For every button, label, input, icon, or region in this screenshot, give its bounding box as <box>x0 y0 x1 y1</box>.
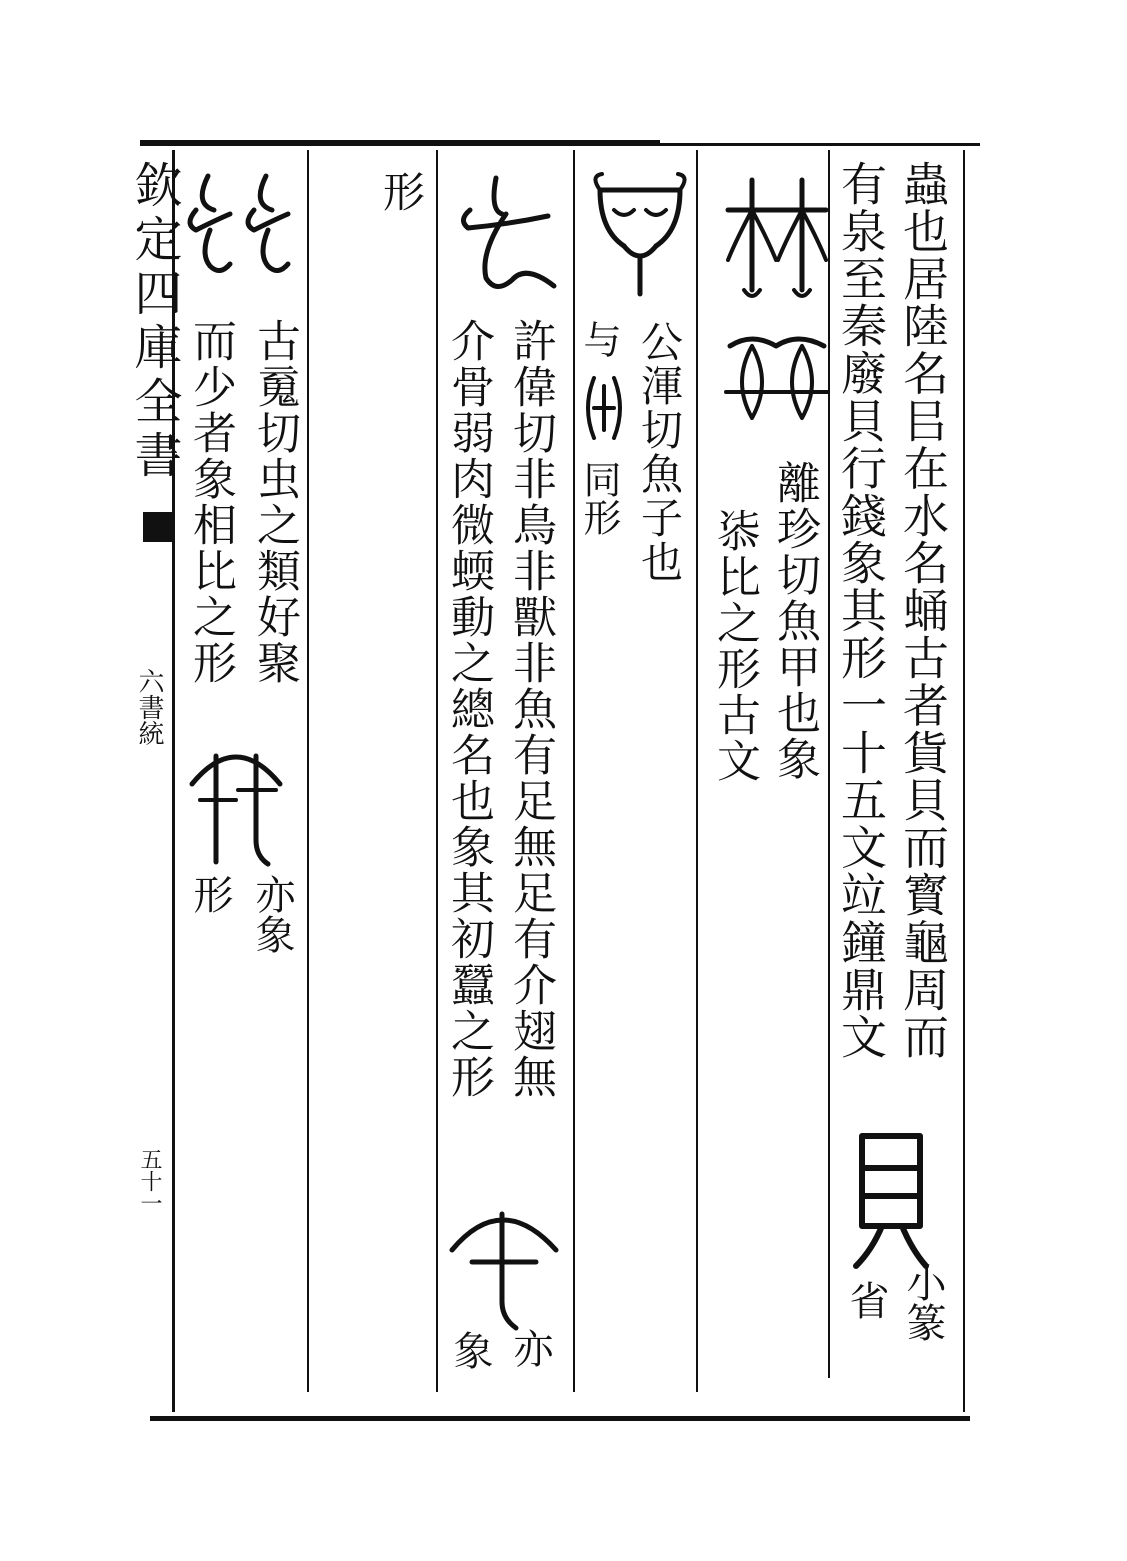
hui-seal-glyph <box>450 170 566 300</box>
text-column-5b: 介骨弱肉微蝡動之總名也象其初蠶之形 <box>443 318 494 1100</box>
column-divider-3 <box>573 150 575 1392</box>
omitted-note: 省 <box>843 1280 889 1320</box>
book-title: 欽定四庫全書 <box>126 160 182 484</box>
form-mark: 形 <box>187 874 233 914</box>
also-xiang-mark: 亦象 <box>249 874 295 954</box>
xiang-mark: 象 <box>447 1330 493 1370</box>
text-column-2: 有泉至秦廢貝行錢象其形一十五文竝鐘鼎文 <box>834 160 888 1061</box>
text-column-3a: 離珍切魚甲也象 <box>769 460 820 782</box>
variant-prefix: 与 <box>577 320 621 358</box>
variant-same-form: 同形 <box>577 460 621 536</box>
text-column-3b: 㓒比之形古文 <box>709 508 760 784</box>
fishtail-mark <box>143 512 173 542</box>
lin-seal-glyph-2 <box>722 322 832 442</box>
section-title: 六書統 <box>134 668 164 746</box>
lin-seal-glyph-1 <box>722 170 832 310</box>
bottom-border-rule <box>150 1416 970 1421</box>
text-column-5a: 許偉切非鳥非獸非魚有足無足有介翅無 <box>505 318 556 1100</box>
column-divider-2 <box>696 150 698 1392</box>
text-column-7b: 而少者象相比之形 <box>185 318 236 686</box>
also-mark: 亦 <box>507 1328 553 1368</box>
ge-seal-glyph-2 <box>446 1190 562 1336</box>
text-column-1: 蟲也居陸名㠯在水名蛹古者貨貝而寳龜周而 <box>896 160 950 1061</box>
kun-insect-seal-glyph <box>180 170 302 290</box>
ge-seal-glyph-1 <box>186 730 286 870</box>
column-divider-4 <box>436 150 438 1392</box>
page-number: 五十一 <box>137 1148 162 1214</box>
text-column-6: 形 <box>377 170 426 212</box>
outer-right-border <box>963 150 965 1412</box>
text-column-4a: 公渾切魚子也 <box>635 320 684 584</box>
hui-variant-glyph <box>578 372 630 444</box>
text-column-7a: 古䰟切虫之類好聚 <box>249 318 300 686</box>
bei-seal-glyph <box>842 1130 938 1270</box>
kun-seal-glyph <box>584 170 696 300</box>
top-border-rule-right <box>660 143 980 146</box>
small-seal-label: 小篆 <box>900 1262 946 1342</box>
column-divider-5 <box>307 150 309 1392</box>
top-border-rule <box>140 140 660 146</box>
